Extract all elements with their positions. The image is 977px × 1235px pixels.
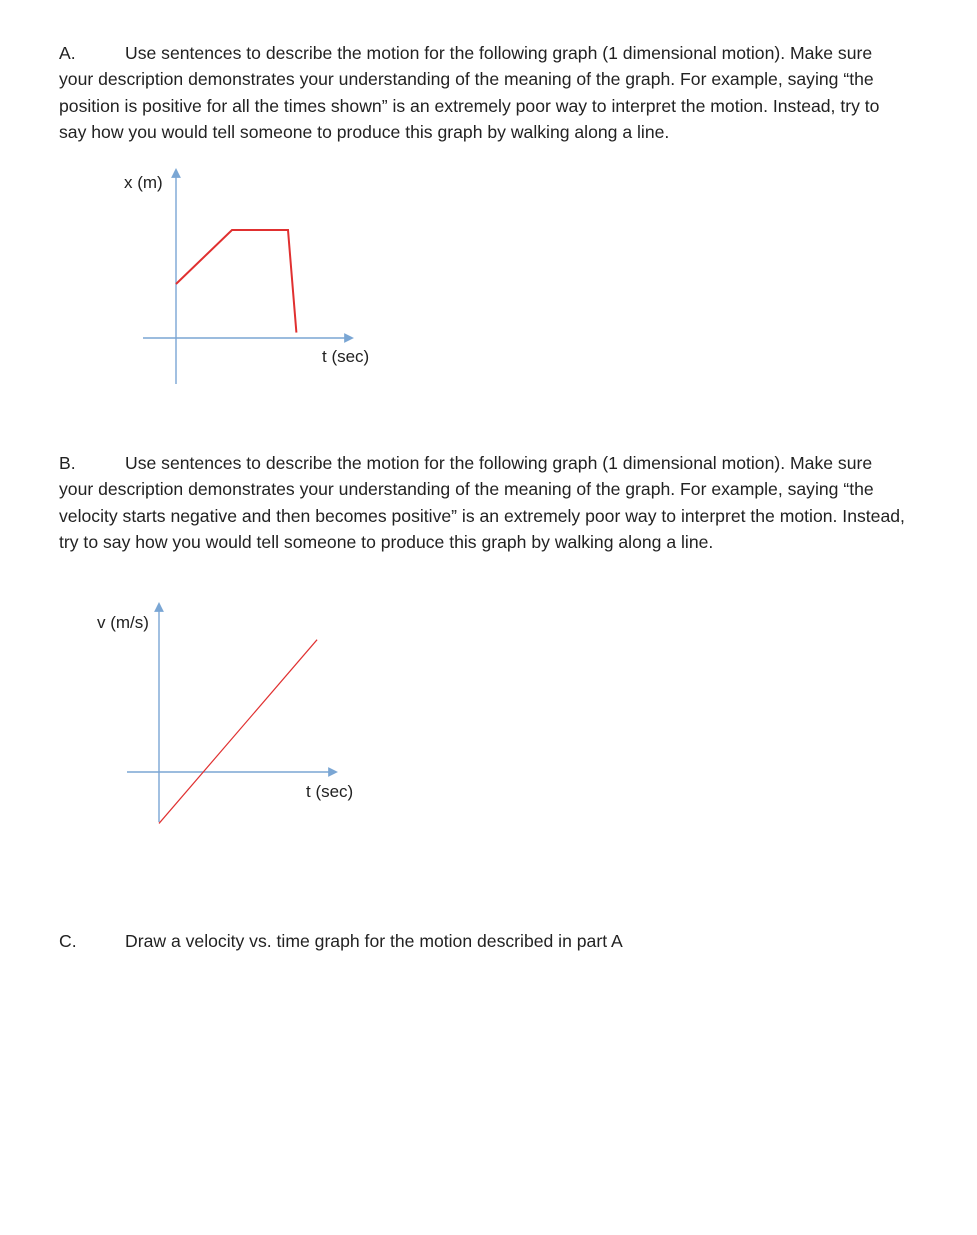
graph-b-y-label: v (m/s) xyxy=(97,613,149,632)
question-a-letter: A. xyxy=(59,43,76,63)
graph-b-x-label: t (sec) xyxy=(306,782,354,801)
question-a-text: Use sentences to describe the motion for the following graph (1 dimensional motion). Make sure your description demonstrates your understanding of the meaning of the graph. For example, saying “the position is positive for all the times shown” is an extremely poor way to interpret the motion. Instead, try to say how you would tell someone to produce this graph by walking along a line. xyxy=(59,43,880,142)
question-b xyxy=(59,450,909,555)
question-c-letter: C. xyxy=(59,931,77,951)
question-c xyxy=(59,928,909,954)
graph-a-y-label: x (m) xyxy=(124,173,163,192)
question-b-text: Use sentences to describe the motion for the following graph (1 dimensional motion). Make sure your description demonstrates your understanding of the meaning of the graph. For example, saying “the velocity starts negative and then becomes positive” is an extremely poor way to interpret the motion. Instead, try to say how you would tell someone to produce this graph by walking along a line. xyxy=(59,453,905,552)
question-a xyxy=(59,40,909,145)
graph-a-series-line xyxy=(176,230,296,333)
question-c-text: Draw a velocity vs. time graph for the motion described in part A xyxy=(125,931,623,951)
question-b-letter: B. xyxy=(59,453,76,473)
graph-a-x-label: t (sec) xyxy=(322,347,370,366)
graph-b-series-line xyxy=(159,640,317,824)
